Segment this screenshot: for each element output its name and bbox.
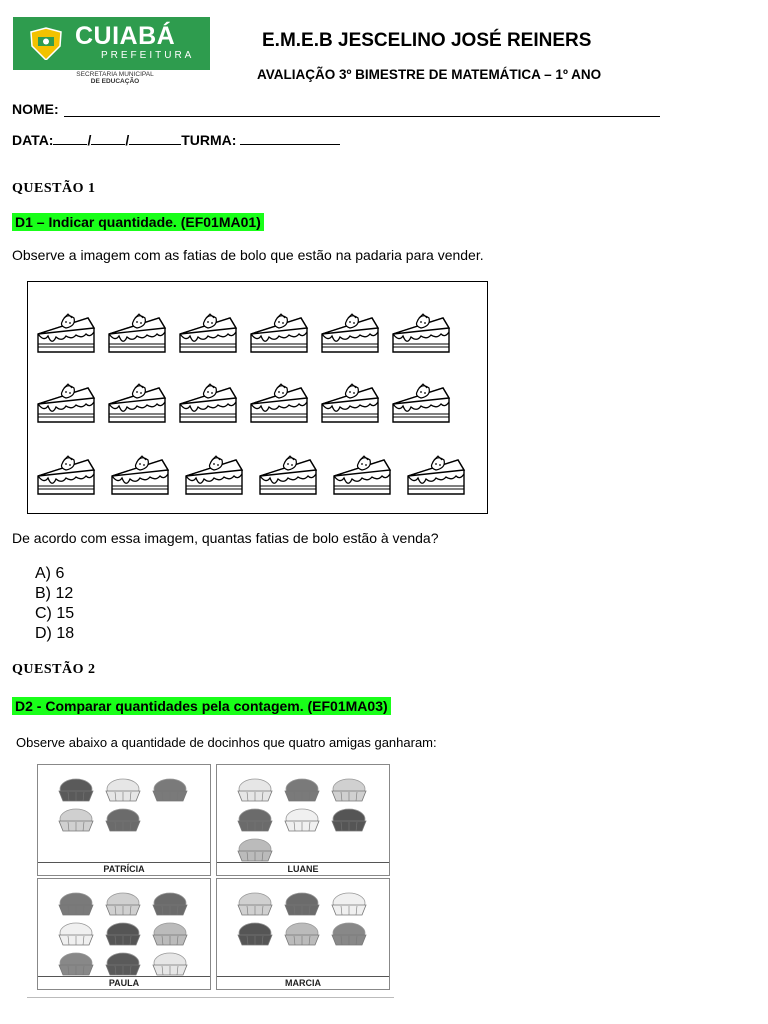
- cake-slice-icon: [180, 384, 236, 422]
- option-b[interactable]: B) 12: [35, 585, 74, 602]
- sweet-icon: [59, 809, 93, 831]
- panel-label-paula: PAULA: [38, 976, 210, 989]
- month-input-line[interactable]: [91, 132, 125, 145]
- option-c[interactable]: C) 15: [35, 605, 75, 622]
- cake-slice-icon: [393, 384, 449, 422]
- data-row: [12, 132, 340, 148]
- image-bottom-rule: [27, 997, 394, 998]
- sweet-icon: [332, 809, 366, 831]
- secretaria-line-2: DE EDUCAÇÃO: [90, 78, 140, 85]
- sweet-icon: [332, 893, 366, 915]
- panel-paula: [37, 878, 211, 990]
- sweet-icon: [106, 923, 140, 945]
- secretaria-line-1: SECRETARIA MUNICIPAL: [76, 71, 154, 78]
- cake-slice-icon: [180, 314, 236, 352]
- sweet-icon: [332, 779, 366, 801]
- cake-slice-icon: [251, 384, 307, 422]
- data-label: DATA:: [12, 132, 54, 148]
- cake-slice-icon: [393, 314, 449, 352]
- cake-slice-icon: [251, 314, 307, 352]
- panel-luane: [216, 764, 390, 876]
- logo-subtitle: PREFEITURA: [101, 50, 195, 61]
- cake-slice-icon: [38, 456, 94, 494]
- school-name: E.M.E.B JESCELINO JOSÉ REINERS: [262, 30, 592, 51]
- year-input-line[interactable]: [129, 132, 181, 145]
- question-1-text: Observe a imagem com as fatias de bolo que estão na padaria para vender.: [12, 247, 484, 263]
- sweet-icon: [238, 893, 272, 915]
- question-1-prompt: De acordo com essa imagem, quantas fatias de bolo estão à venda?: [12, 530, 439, 546]
- sweet-icon: [238, 809, 272, 831]
- cake-slice-icon: [109, 384, 165, 422]
- panel-label-patricia: PATRÍCIA: [38, 862, 210, 875]
- option-a[interactable]: A) 6: [35, 565, 65, 582]
- exam-title: AVALIAÇÃO 3º BIMESTRE DE MATEMÁTICA – 1º ANO: [257, 67, 602, 82]
- city-crest-icon: [27, 26, 65, 60]
- question-1-options: [35, 564, 74, 644]
- turma-label: TURMA:: [181, 132, 237, 148]
- question-2-descriptor: D2 - Comparar quantidades pela contagem. (EF01MA03): [12, 697, 391, 715]
- sweet-icon: [106, 893, 140, 915]
- day-input-line[interactable]: [53, 132, 87, 145]
- date-slash-1: /: [87, 132, 92, 148]
- sweet-icon: [285, 893, 319, 915]
- cake-slice-icon: [38, 384, 94, 422]
- cake-slice-icon: [334, 456, 390, 494]
- sweet-icon: [59, 893, 93, 915]
- sweet-icon: [106, 809, 140, 831]
- sweet-icon: [238, 923, 272, 945]
- cake-slice-icon: [38, 314, 94, 352]
- sweet-icon: [153, 923, 187, 945]
- cake-slice-icon: [186, 456, 242, 494]
- sweet-icon: [285, 809, 319, 831]
- sweet-icon: [153, 779, 187, 801]
- panel-marcia: [216, 878, 390, 990]
- sweet-icon: [59, 923, 93, 945]
- marcia-sweets: [217, 879, 389, 977]
- nome-input-line[interactable]: [64, 116, 660, 117]
- secretaria-label: [55, 71, 175, 85]
- patricia-sweets: [38, 765, 210, 863]
- question-2-text: Observe abaixo a quantidade de docinhos que quatro amigas ganharam:: [16, 735, 437, 750]
- sweet-icon: [285, 779, 319, 801]
- question-2-title: QUESTÃO 2: [12, 662, 96, 677]
- sweet-icon: [332, 923, 366, 945]
- cake-slice-icon: [112, 456, 168, 494]
- cake-slice-icon: [260, 456, 316, 494]
- option-d[interactable]: D) 18: [35, 625, 75, 642]
- sweet-icon: [106, 779, 140, 801]
- sweet-icon: [285, 923, 319, 945]
- panel-patricia: [37, 764, 211, 876]
- panel-label-luane: LUANE: [217, 862, 389, 875]
- sweet-icon: [153, 953, 187, 975]
- cake-slice-icon: [322, 384, 378, 422]
- sweet-icon: [238, 779, 272, 801]
- cake-slice-icon: [408, 456, 464, 494]
- turma-input-line[interactable]: [240, 132, 340, 145]
- paula-sweets: [38, 879, 210, 977]
- panel-label-marcia: MARCIA: [217, 976, 389, 989]
- sweet-icon: [238, 839, 272, 861]
- sweet-icon: [59, 779, 93, 801]
- nome-label: NOME:: [12, 101, 59, 117]
- cake-slice-icon: [109, 314, 165, 352]
- sweet-icon: [106, 953, 140, 975]
- cake-grid: [28, 282, 487, 513]
- question-1-descriptor: D1 – Indicar quantidade. (EF01MA01): [12, 213, 264, 231]
- cake-slices-image: [27, 281, 488, 514]
- logo-name: CUIABÁ: [75, 22, 176, 50]
- cuiaba-logo: [13, 17, 210, 70]
- sweet-icon: [59, 953, 93, 975]
- date-slash-2: /: [125, 132, 130, 148]
- luane-sweets: [217, 765, 389, 863]
- sweet-icon: [153, 893, 187, 915]
- question-1-title: QUESTÃO 1: [12, 181, 96, 196]
- cake-slice-icon: [322, 314, 378, 352]
